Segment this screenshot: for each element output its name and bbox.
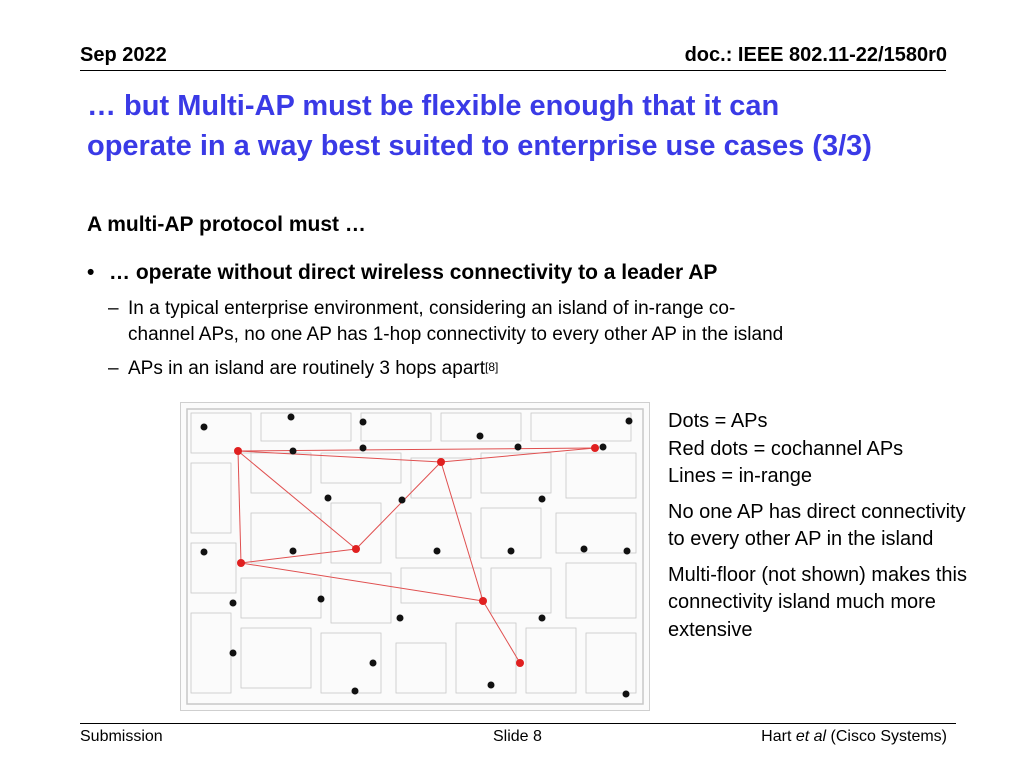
floorplan-room [526,628,576,693]
cochannel-ap-dot [479,597,487,605]
footer-author-org: (Cisco Systems) [826,728,947,745]
floorplan-background [187,409,643,704]
ap-dot [230,650,237,657]
floorplan-room [396,513,471,558]
ap-dot [352,688,359,695]
floorplan-room [401,568,481,603]
ap-dot [488,682,495,689]
ap-dot [626,418,633,425]
sub-bullet-2 [108,356,498,382]
sub-bullet-1 [108,296,928,348]
cochannel-ap-dot [237,559,245,567]
cochannel-ap-dot [591,444,599,452]
ap-dot [399,497,406,504]
floorplan-room [261,413,351,441]
footer-author-etal: et al [795,728,827,745]
ap-dot [508,548,515,555]
ap-dot [201,424,208,431]
ap-dot [290,548,297,555]
access-points [201,414,633,698]
ap-dot [318,596,325,603]
in-range-link [356,462,441,549]
title-line-1: … but Multi-AP must be flexible enough that it can [87,90,780,122]
sub-bullet-2-text: APs in an island are routinely 3 hops apart [128,358,485,379]
cochannel-ap-dot [352,545,360,553]
floorplan-room [396,643,446,693]
floorplan-room [531,413,631,441]
in-range-link [238,451,241,563]
floorplan-room [191,613,231,693]
ap-dot [581,546,588,553]
floorplan-room [241,578,321,618]
cochannel-ap-dot [234,447,242,455]
dash-marker: – [108,298,119,319]
legend [668,408,968,652]
ap-dot [288,414,295,421]
ap-dot [539,615,546,622]
in-range-link [441,462,483,601]
footer-slide-number: Slide 8 [493,728,542,745]
ap-dot [600,444,607,451]
footer-rule [80,723,956,724]
header-date: Sep 2022 [80,44,167,66]
footer-author [761,728,947,746]
legend-note-1: No one AP has direct connectivity to every other AP in the island [668,500,966,550]
header-doc-id: doc.: IEEE 802.11-22/1580r0 [684,44,947,66]
sub-bullet-1-line-2: channel APs, no one AP has 1-hop connectivity to every other AP in the island [128,324,784,345]
cochannel-ap-dot [437,458,445,466]
ap-dot [360,419,367,426]
bullet-1-text: … operate without direct wireless connectivity to a leader AP [109,261,718,284]
ap-dot [515,444,522,451]
ap-dot [201,549,208,556]
legend-note-2: Multi-floor (not shown) makes this connectivity island much more extensive [668,563,967,641]
subheading: A multi-AP protocol must … [87,213,366,236]
floorplan-room [586,633,636,693]
floorplan-room [251,513,321,563]
title-line-2: operate in a way best suited to enterprise use cases (3/3) [87,130,872,162]
floorplan-room [491,568,551,613]
ap-dot [325,495,332,502]
legend-dots: Dots = APs [668,410,768,432]
floorplan-room [331,573,391,623]
floorplan-room [481,453,551,493]
floorplan-room [556,513,636,553]
footer-author-name: Hart [761,728,796,745]
in-range-link [241,563,483,601]
floorplan-room [241,628,311,688]
footer-submission: Submission [80,728,163,745]
ap-dot [290,448,297,455]
ap-dot [370,660,377,667]
legend-red-dots: Red dots = cochannel APs [668,437,904,460]
in-range-link [483,601,520,663]
floorplan-room [331,503,381,563]
floorplan-diagram [181,403,649,710]
in-range-links [238,448,595,663]
ap-dot [434,548,441,555]
floorplan-room [191,543,236,593]
header-rule [80,70,946,71]
ap-dot [397,615,404,622]
legend-lines: Lines = in-range [668,465,812,487]
dash-marker: – [108,358,119,379]
ap-dot [230,600,237,607]
bullet-1 [87,261,717,285]
sub-bullet-1-line-1: In a typical enterprise environment, considering an island of in-range co- [128,298,736,319]
bullet-marker: • [87,261,95,284]
ap-dot [360,445,367,452]
floorplan-room [191,413,251,453]
reference-8: [8] [485,360,499,374]
floorplan-room [566,453,636,498]
floorplan-room [191,463,231,533]
ap-dot [477,433,484,440]
cochannel-ap-dot [516,659,524,667]
slide-title [87,86,987,166]
in-range-link [238,451,356,549]
ap-dot [539,496,546,503]
floorplan-room [566,563,636,618]
ap-dot [624,548,631,555]
floorplan-room [456,623,516,693]
ap-dot [623,691,630,698]
floorplan-room [361,413,431,441]
floorplan-figure [180,402,650,711]
in-range-link [241,549,356,563]
